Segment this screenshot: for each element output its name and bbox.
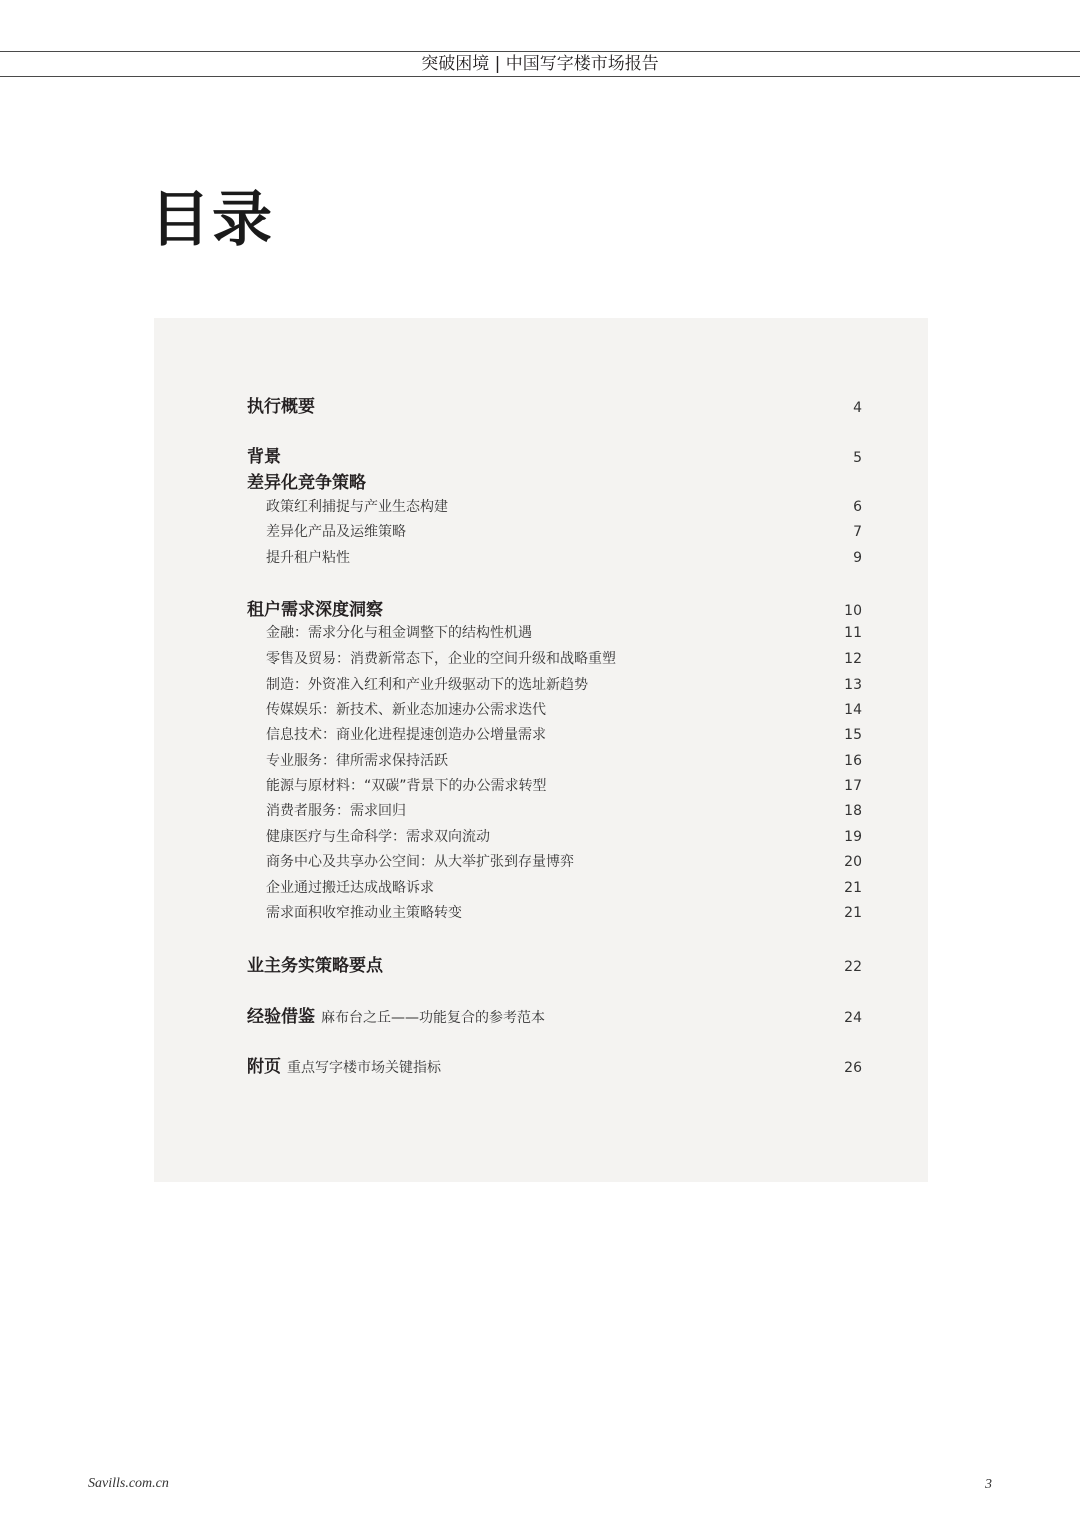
toc-subentry[interactable] xyxy=(266,648,862,668)
toc-entry-subtitle: 重点写字楼市场关键指标 xyxy=(287,1060,441,1076)
toc-section-page: 10 xyxy=(844,603,862,619)
toc-subentry[interactable] xyxy=(266,521,862,541)
toc-subentry-label: 零售及贸易：消费新常态下，企业的空间升级和战略重塑 xyxy=(266,651,616,667)
toc-subentry-page: 21 xyxy=(844,880,862,896)
page-title: 目录 xyxy=(150,185,274,255)
toc-subentry-label: 传媒娱乐：新技术、新业态加速办公需求迭代 xyxy=(266,702,546,718)
toc-subentry-label: 专业服务：律所需求保持活跃 xyxy=(266,753,448,769)
toc-subentry-page: 12 xyxy=(844,651,862,667)
toc-entry-experience[interactable] xyxy=(247,1002,862,1027)
toc-entry-label: 业主务实策略要点 xyxy=(247,956,383,976)
toc-subentry-page: 11 xyxy=(844,625,862,641)
toc-subentry-label: 金融：需求分化与租金调整下的结构性机遇 xyxy=(266,625,532,641)
toc-subentry-page: 18 xyxy=(844,803,862,819)
toc-subentry-label: 商务中心及共享办公空间：从大举扩张到存量博弈 xyxy=(266,854,574,870)
toc-entry-page: 22 xyxy=(844,959,862,975)
toc-subentry-label: 政策红利捕捉与产业生态构建 xyxy=(266,499,448,515)
toc-subentry-label: 企业通过搬迁达成战略诉求 xyxy=(266,880,434,896)
toc-subentry-label: 制造：外资准入红利和产业升级驱动下的选址新趋势 xyxy=(266,677,588,693)
toc-subentry-label: 能源与原材料：“双碳”背景下的办公需求转型 xyxy=(266,778,547,794)
toc-section-tenant-demand[interactable] xyxy=(247,595,862,620)
toc-section-label: 差异化竞争策略 xyxy=(247,473,366,493)
toc-entry-label: 附页 xyxy=(247,1057,281,1077)
toc-subentry[interactable] xyxy=(266,877,862,897)
toc-subentry-page: 13 xyxy=(844,677,862,693)
toc-subentry-label: 信息技术：商业化进程提速创造办公增量需求 xyxy=(266,727,546,743)
toc-subentry-label: 需求面积收窄推动业主策略转变 xyxy=(266,905,462,921)
toc-section-label: 租户需求深度洞察 xyxy=(247,600,383,620)
footer-website: Savills.com.cn xyxy=(88,1476,169,1491)
toc-subentry-page: 17 xyxy=(844,778,862,794)
toc-entry-page: 4 xyxy=(853,400,862,416)
running-header: 突破困境 | 中国写字楼市场报告 xyxy=(421,54,659,74)
toc-entry-label: 经验借鉴 xyxy=(247,1007,315,1027)
toc-entry-landlord-strategy[interactable] xyxy=(247,951,862,976)
toc-subentry[interactable] xyxy=(266,699,862,719)
toc-entry-page: 26 xyxy=(844,1060,862,1076)
toc-subentry-page: 16 xyxy=(844,753,862,769)
toc-subentry-page: 7 xyxy=(853,524,862,540)
toc-subentry[interactable] xyxy=(266,622,862,642)
toc-subentry[interactable] xyxy=(266,496,862,516)
toc-subentry-label: 提升租户粘性 xyxy=(266,550,350,566)
toc-entry-label: 背景 xyxy=(247,447,281,467)
toc-entry-subtitle: 麻布台之丘——功能复合的参考范本 xyxy=(321,1010,545,1026)
toc-subentry[interactable] xyxy=(266,826,862,846)
toc-subentry-page: 14 xyxy=(844,702,862,718)
toc-entry-page: 5 xyxy=(853,450,862,466)
toc-section-differentiation[interactable] xyxy=(247,468,862,493)
footer-page-number: 3 xyxy=(985,1477,992,1492)
toc-subentry[interactable] xyxy=(266,547,862,567)
toc-subentry-page: 9 xyxy=(853,550,862,566)
toc-entry-label: 执行概要 xyxy=(247,397,315,417)
toc-subentry-page: 6 xyxy=(853,499,862,515)
toc-subentry-page: 20 xyxy=(844,854,862,870)
toc-subentry-label: 健康医疗与生命科学：需求双向流动 xyxy=(266,829,490,845)
toc-entry-page: 24 xyxy=(844,1010,862,1026)
toc-entry-background[interactable] xyxy=(247,442,862,467)
toc-subentry-label: 消费者服务：需求回归 xyxy=(266,803,406,819)
toc-subentry[interactable] xyxy=(266,800,862,820)
toc-subentry-label: 差异化产品及运维策略 xyxy=(266,524,406,540)
toc-subentry[interactable] xyxy=(266,902,862,922)
toc-subentry[interactable] xyxy=(266,750,862,770)
toc-subentry[interactable] xyxy=(266,851,862,871)
toc-subentry[interactable] xyxy=(266,724,862,744)
toc-subentry-page: 21 xyxy=(844,905,862,921)
toc-subentry-page: 19 xyxy=(844,829,862,845)
toc-subentry[interactable] xyxy=(266,775,862,795)
toc-entry-executive-summary[interactable] xyxy=(247,392,862,417)
toc-subentry[interactable] xyxy=(266,674,862,694)
toc-entry-appendix[interactable] xyxy=(247,1052,862,1077)
toc-subentry-page: 15 xyxy=(844,727,862,743)
